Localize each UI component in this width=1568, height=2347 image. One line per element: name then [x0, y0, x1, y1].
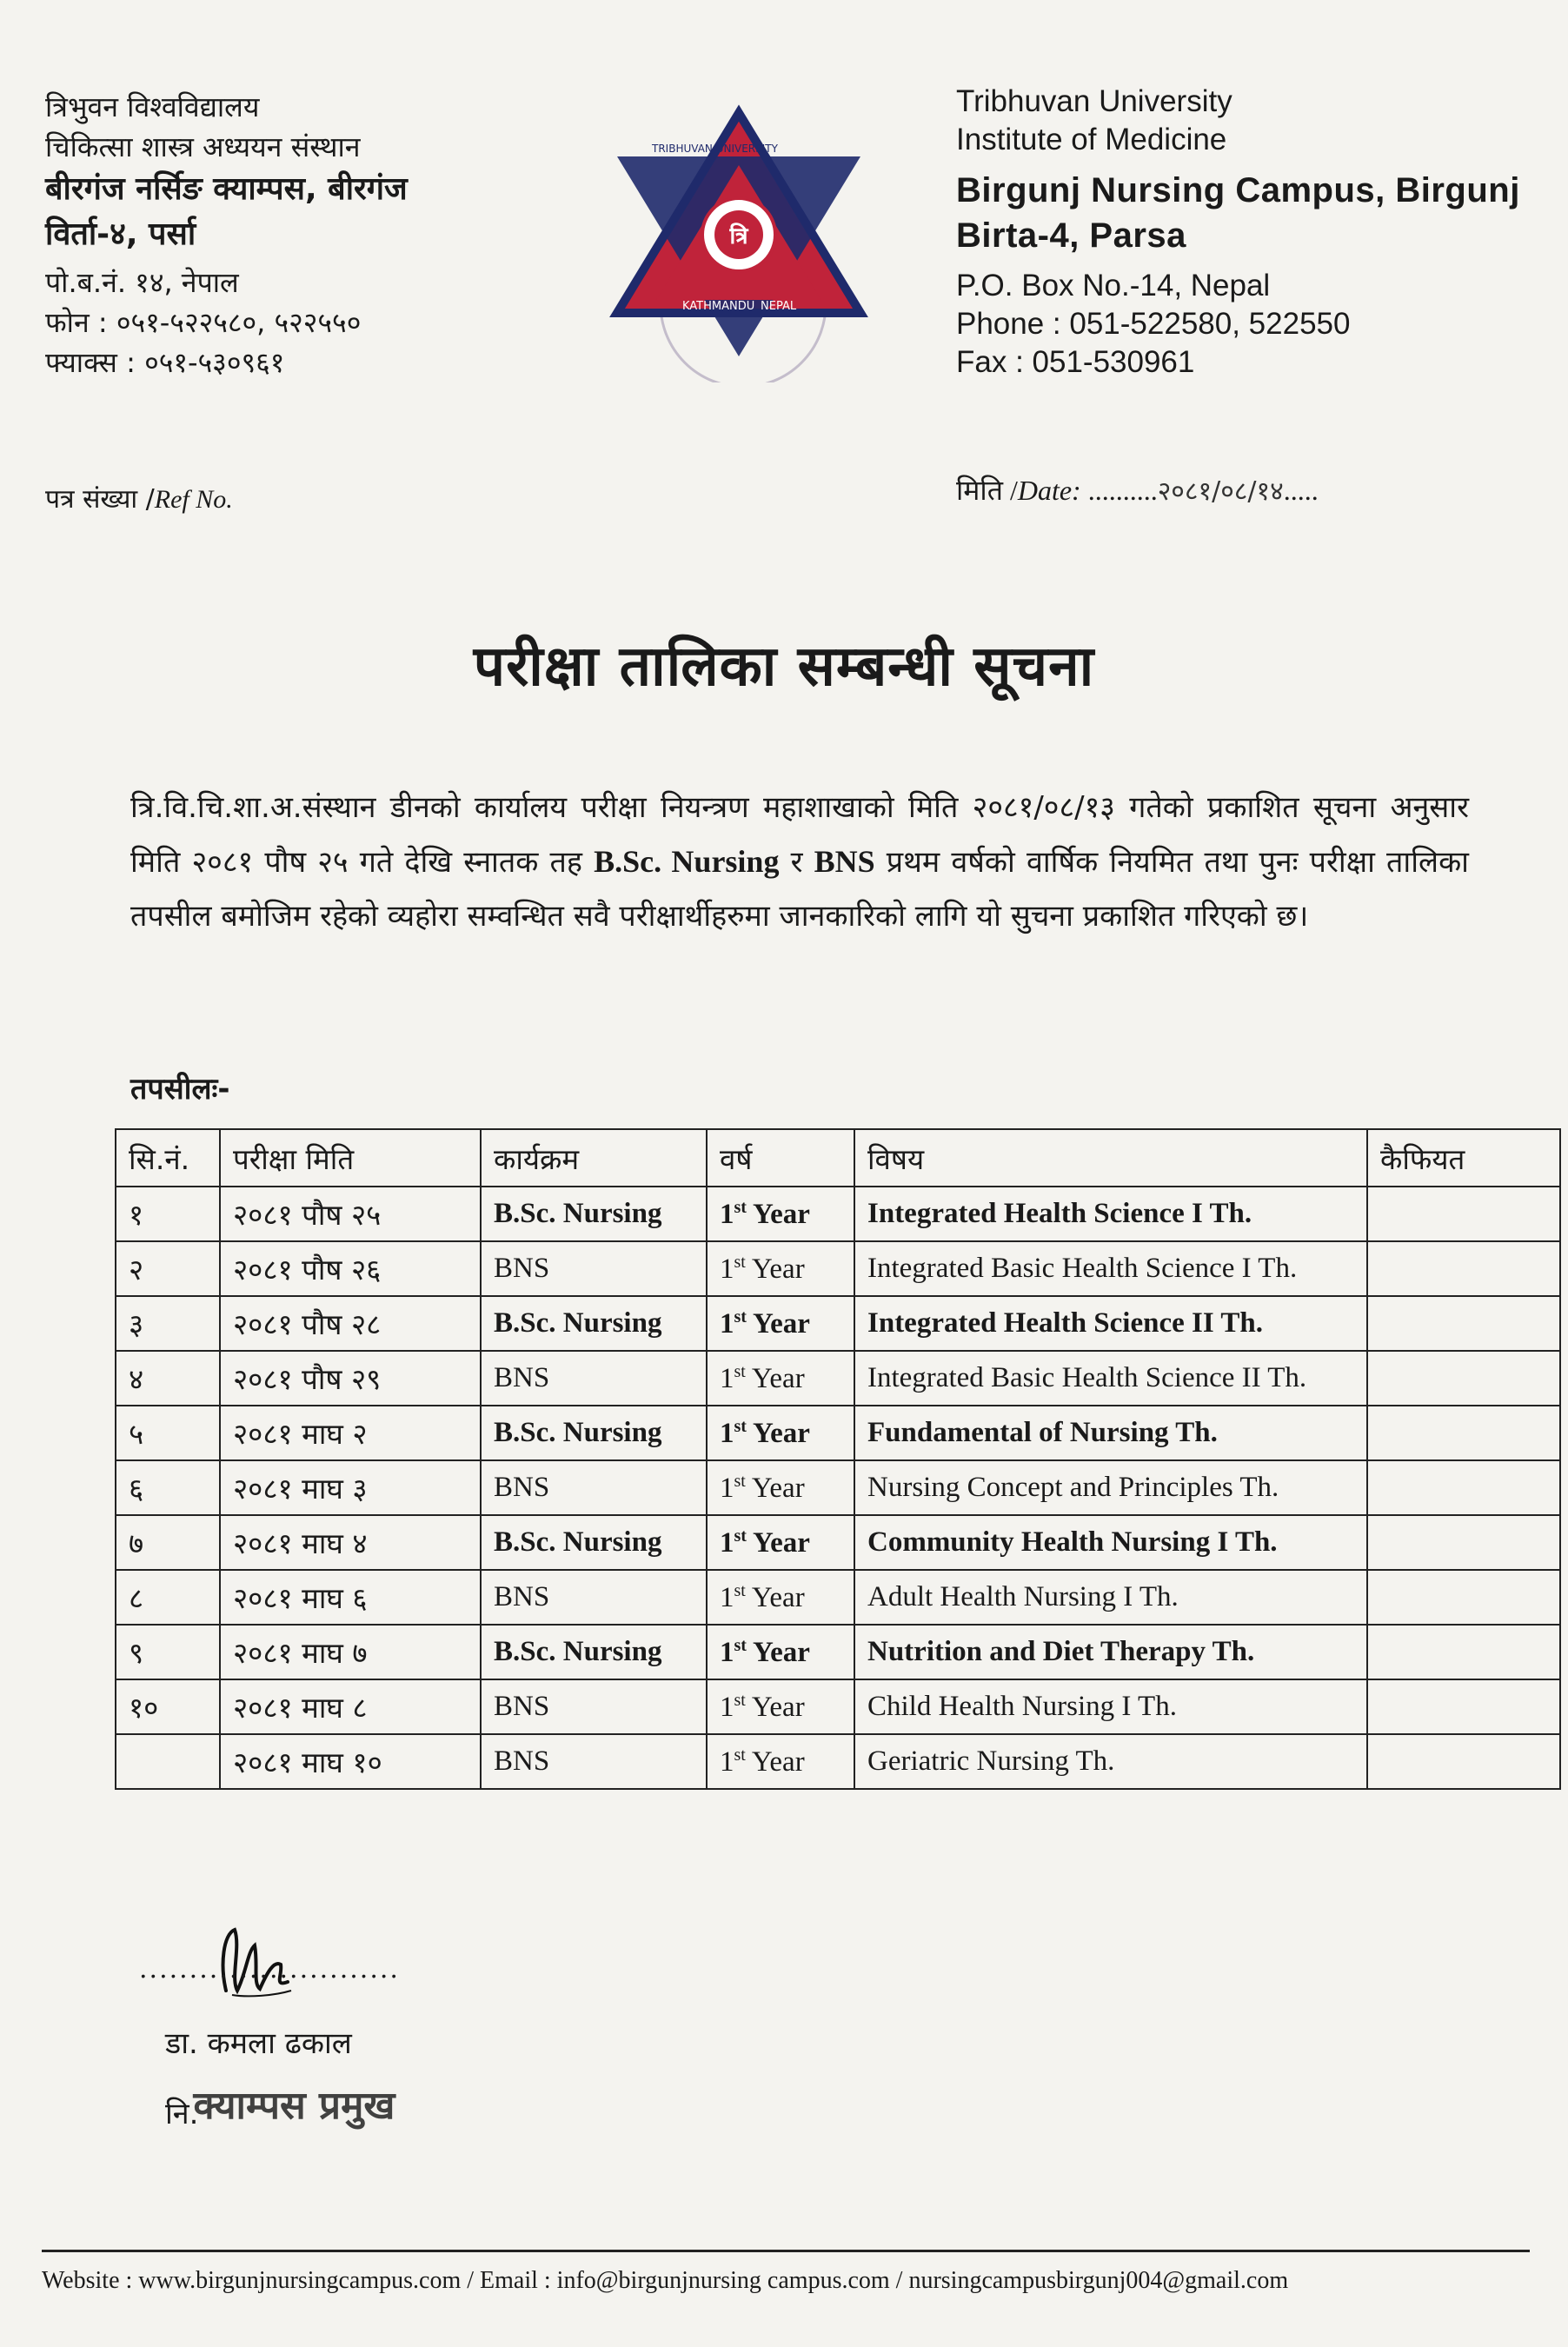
- cell-remarks: [1367, 1460, 1560, 1515]
- year-number: 1: [720, 1581, 734, 1613]
- cell-sn: ७: [116, 1515, 220, 1570]
- col-subject: विषय: [854, 1129, 1367, 1187]
- year-suffix: st: [734, 1252, 746, 1272]
- cell-exam-date: २०८१ पौष २८: [220, 1296, 481, 1351]
- campus-name-np: बीरगंज नर्सिङ क्याम्पस, बीरगंज: [45, 171, 408, 207]
- table-row: [116, 1241, 1560, 1296]
- cell-year: [707, 1625, 854, 1679]
- para-bns: BNS: [814, 844, 875, 879]
- year-suffix: st: [734, 1635, 747, 1655]
- univ-name-en: Tribhuvan University: [956, 84, 1232, 118]
- year-number: 1: [720, 1417, 734, 1449]
- univ-name-np: त्रिभुवन विश्वविद्यालय: [45, 90, 260, 123]
- year-number: 1: [720, 1636, 734, 1668]
- cell-subject: Geriatric Nursing Th.: [854, 1734, 1367, 1789]
- cell-remarks: [1367, 1241, 1560, 1296]
- cell-program: B.Sc. Nursing: [481, 1187, 707, 1241]
- year-word: Year: [746, 1307, 810, 1340]
- year-word: Year: [745, 1691, 805, 1723]
- cell-remarks: [1367, 1406, 1560, 1460]
- exam-schedule-table: [115, 1128, 1561, 1790]
- year-word: Year: [745, 1581, 805, 1613]
- year-suffix: st: [734, 1690, 746, 1710]
- cell-year: [707, 1515, 854, 1570]
- cell-program: B.Sc. Nursing: [481, 1406, 707, 1460]
- cell-subject: Adult Health Nursing I Th.: [854, 1570, 1367, 1625]
- po-box-np: पो.ब.नं. १४, नेपाल: [45, 266, 239, 299]
- cell-year: [707, 1187, 854, 1241]
- year-word: Year: [745, 1362, 805, 1394]
- year-suffix: st: [734, 1580, 746, 1600]
- header-left-nepali: [45, 87, 532, 382]
- cell-exam-date: २०८१ माघ ४: [220, 1515, 481, 1570]
- cell-remarks: [1367, 1734, 1560, 1789]
- cell-program: B.Sc. Nursing: [481, 1625, 707, 1679]
- date-line: मिति /Date: ..........२०८१/०८/१४.....: [956, 475, 1319, 507]
- cell-remarks: [1367, 1679, 1560, 1734]
- para-ra: र: [779, 845, 814, 880]
- para-bsc: B.Sc. Nursing: [594, 844, 780, 879]
- cell-program: BNS: [481, 1734, 707, 1789]
- year-suffix: st: [734, 1526, 747, 1546]
- cell-subject: Child Health Nursing I Th.: [854, 1679, 1367, 1734]
- cell-subject: Nutrition and Diet Therapy Th.: [854, 1625, 1367, 1679]
- footer-contact: Website : www.birgunjnursingcampus.com / Email : info@birgunjnursing campus.com / nursingcampusbirgunj004@gmail.com: [42, 2267, 1289, 2294]
- year-word: Year: [745, 1472, 805, 1504]
- date-label-en: Date:: [1017, 475, 1081, 506]
- logo-text-kathmandu: KATHMANDU: [682, 300, 755, 313]
- notice-title: परीक्षा तालिका सम्बन्धी सूचना: [473, 635, 1095, 699]
- cell-year: [707, 1351, 854, 1406]
- cell-sn: ३: [116, 1296, 220, 1351]
- cell-subject: Integrated Basic Health Science II Th.: [854, 1351, 1367, 1406]
- institute-name-np: चिकित्सा शास्त्र अध्ययन संस्थान: [45, 130, 361, 163]
- signatory-name: डा. कमला ढकाल: [165, 2026, 352, 2061]
- notice-paragraph: [130, 781, 1469, 943]
- header-right-english: [956, 83, 1547, 382]
- cell-subject: Integrated Health Science I Th.: [854, 1187, 1367, 1241]
- fax-np: फ्याक्स : ०५१-५३०९६१: [45, 346, 285, 379]
- year-suffix: st: [734, 1416, 747, 1436]
- table-row: [116, 1187, 1560, 1241]
- year-number: 1: [720, 1745, 734, 1778]
- cell-remarks: [1367, 1351, 1560, 1406]
- campus-address-np: विर्ता-४, पर्सा: [45, 216, 196, 252]
- cell-sn: ४: [116, 1351, 220, 1406]
- col-year: वर्ष: [707, 1129, 854, 1187]
- table-body: [116, 1187, 1560, 1789]
- role-prefix: नि.: [165, 2097, 199, 2131]
- cell-remarks: [1367, 1187, 1560, 1241]
- cell-exam-date: २०८१ पौष २६: [220, 1241, 481, 1296]
- year-number: 1: [720, 1526, 734, 1559]
- table-row: [116, 1679, 1560, 1734]
- cell-exam-date: २०८१ माघ ७: [220, 1625, 481, 1679]
- tapasil-label: तपसीलः-: [130, 1072, 230, 1107]
- para-part1: त्रि.वि.चि.शा.अ.संस्थान डीनको कार्यालय परीक्षा नियन्त्रण महाशाखाको मिति २०८१/०८/१३ गतेको प्रकाशित सूचना अनुसार मिति २०८१ पौष २५ गते देखि स्नातक तह: [130, 790, 1469, 880]
- year-word: Year: [746, 1526, 810, 1559]
- cell-exam-date: २०८१ माघ २: [220, 1406, 481, 1460]
- col-sn: सि.नं.: [116, 1129, 220, 1187]
- cell-program: BNS: [481, 1679, 707, 1734]
- cell-program: BNS: [481, 1241, 707, 1296]
- col-date: परीक्षा मिति: [220, 1129, 481, 1187]
- cell-year: [707, 1734, 854, 1789]
- svg-text:त्रि: त्रि: [729, 223, 748, 249]
- signature-dots: ..........................: [139, 1954, 400, 1985]
- phone-np: फोन : ०५१-५२२५८०, ५२२५५०: [45, 306, 362, 339]
- logo-text-university: TRIBHUVAN UNIVERSITY: [652, 143, 778, 155]
- cell-exam-date: २०८१ पौष २९: [220, 1351, 481, 1406]
- table-row: [116, 1406, 1560, 1460]
- cell-remarks: [1367, 1296, 1560, 1351]
- ref-label-en: Ref No.: [154, 485, 233, 514]
- table-row: [116, 1570, 1560, 1625]
- year-word: Year: [745, 1745, 805, 1778]
- year-number: 1: [720, 1253, 734, 1285]
- ref-no: [45, 480, 233, 515]
- date-label: मिति /: [956, 475, 1018, 506]
- year-suffix: st: [734, 1306, 747, 1326]
- cell-exam-date: २०८१ माघ १०: [220, 1734, 481, 1789]
- cell-program: BNS: [481, 1570, 707, 1625]
- table-row: [116, 1296, 1560, 1351]
- role-stamp: क्याम्पस प्रमुख: [193, 2084, 395, 2128]
- signatory-role: [165, 2083, 395, 2135]
- cell-year: [707, 1296, 854, 1351]
- cell-subject: Nursing Concept and Principles Th.: [854, 1460, 1367, 1515]
- table-row: [116, 1734, 1560, 1789]
- cell-year: [707, 1241, 854, 1296]
- cell-sn: ५: [116, 1406, 220, 1460]
- cell-subject: Integrated Health Science II Th.: [854, 1296, 1367, 1351]
- year-word: Year: [745, 1253, 805, 1285]
- year-suffix: st: [734, 1197, 747, 1217]
- cell-subject: Fundamental of Nursing Th.: [854, 1406, 1367, 1460]
- university-logo: [600, 104, 878, 382]
- year-word: Year: [746, 1417, 810, 1449]
- cell-remarks: [1367, 1625, 1560, 1679]
- footer-rule: [42, 2250, 1530, 2252]
- cell-sn: १: [116, 1187, 220, 1241]
- cell-program: BNS: [481, 1351, 707, 1406]
- table-row: [116, 1351, 1560, 1406]
- year-word: Year: [746, 1636, 810, 1668]
- cell-sn: ८: [116, 1570, 220, 1625]
- cell-sn: २: [116, 1241, 220, 1296]
- phone-en: Phone : 051-522580, 522550: [956, 307, 1351, 341]
- fax-en: Fax : 051-530961: [956, 345, 1195, 379]
- table-row: [116, 1515, 1560, 1570]
- cell-program: B.Sc. Nursing: [481, 1296, 707, 1351]
- year-suffix: st: [734, 1745, 746, 1765]
- cell-sn: ९: [116, 1625, 220, 1679]
- cell-sn: [116, 1734, 220, 1789]
- ref-label: पत्र संख्या /: [45, 484, 155, 515]
- year-suffix: st: [734, 1361, 746, 1381]
- col-remarks: कैफियत: [1367, 1129, 1560, 1187]
- logo-text-nepal: NEPAL: [761, 300, 797, 313]
- cell-sn: ६: [116, 1460, 220, 1515]
- cell-sn: १०: [116, 1679, 220, 1734]
- year-number: 1: [720, 1198, 734, 1230]
- col-program: कार्यक्रम: [481, 1129, 707, 1187]
- campus-address-en: Birta-4, Parsa: [956, 216, 1186, 255]
- cell-year: [707, 1460, 854, 1515]
- year-suffix: st: [734, 1471, 746, 1491]
- table-row: [116, 1625, 1560, 1679]
- date-value: २०८१/०८/१४: [1157, 476, 1284, 507]
- table-row: [116, 1460, 1560, 1515]
- cell-year: [707, 1406, 854, 1460]
- cell-exam-date: २०८१ माघ ६: [220, 1570, 481, 1625]
- cell-subject: Community Health Nursing I Th.: [854, 1515, 1367, 1570]
- po-box-en: P.O. Box No.-14, Nepal: [956, 269, 1271, 303]
- cell-subject: Integrated Basic Health Science I Th.: [854, 1241, 1367, 1296]
- cell-exam-date: २०८१ माघ ३: [220, 1460, 481, 1515]
- table-header-row: [116, 1129, 1560, 1187]
- cell-exam-date: २०८१ पौष २५: [220, 1187, 481, 1241]
- cell-program: B.Sc. Nursing: [481, 1515, 707, 1570]
- cell-program: BNS: [481, 1460, 707, 1515]
- para-part2: प्रथम वर्षको वार्षिक नियमित तथा पुनः परीक्षा तालिका तपसील बमोजिम रहेको व्यहोरा सम्वन्धित सवै परीक्षार्थीहरुमा जानकारिको लागि यो सुचना प्रकाशित गरिएको छ।: [130, 845, 1469, 934]
- year-number: 1: [720, 1691, 734, 1723]
- cell-remarks: [1367, 1515, 1560, 1570]
- cell-year: [707, 1679, 854, 1734]
- cell-exam-date: २०८१ माघ ८: [220, 1679, 481, 1734]
- year-word: Year: [746, 1198, 810, 1230]
- campus-name-en: Birgunj Nursing Campus, Birgunj: [956, 171, 1520, 209]
- cell-remarks: [1367, 1570, 1560, 1625]
- year-number: 1: [720, 1472, 734, 1504]
- year-number: 1: [720, 1307, 734, 1340]
- cell-year: [707, 1570, 854, 1625]
- institute-name-en: Institute of Medicine: [956, 123, 1227, 156]
- year-number: 1: [720, 1362, 734, 1394]
